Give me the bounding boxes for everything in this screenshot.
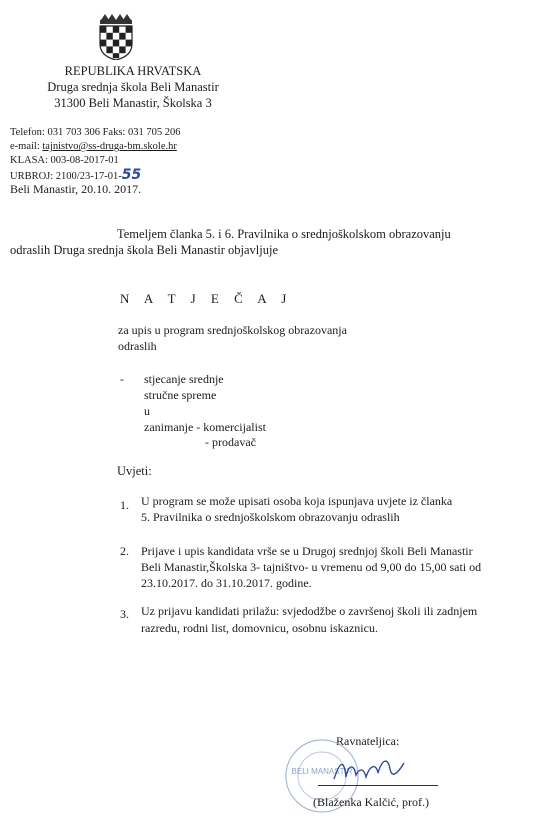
signature-line: [318, 785, 438, 786]
urbroj: [10, 167, 141, 183]
occupation-commercialist: zanimanje - komercijalist: [144, 420, 266, 434]
condition-1-line-1: U program se može upisati osoba koja ispunjava uvjete iz članka: [141, 494, 453, 508]
notice-title: N A T J E Č A J: [120, 291, 293, 306]
klasa: KLASA: 003-08-2017-01: [10, 155, 119, 166]
urbroj-prefix: URBROJ: 2100/23-17-01-: [10, 171, 122, 182]
intro-line-1: Temeljem članka 5. i 6. Pravilnika o srednjoškolskom obrazovanju: [117, 227, 451, 241]
program-line-3: u: [144, 404, 150, 418]
program-dash: -: [120, 372, 124, 386]
conditions-heading: Uvjeti:: [117, 464, 152, 478]
handwritten-signature: [330, 755, 410, 785]
school-address: 31300 Beli Manastir, Školska 3: [54, 96, 212, 110]
notice-subtitle-2: odraslih: [118, 339, 157, 353]
intro-line-2: odraslih Druga srednja škola Beli Manastir objavljuje: [10, 243, 278, 257]
signature-role: Ravnateljica:: [336, 734, 400, 748]
place-date: Beli Manastir, 20.10. 2017.: [10, 182, 142, 196]
email-link[interactable]: tajnistvo@ss-druga-bm.skole.hr: [42, 141, 177, 152]
condition-2-line-1: Prijave i upis kandidata vrše se u Drugoj srednjoj školi Beli Manastir: [141, 544, 473, 558]
condition-3-number: 3.: [120, 607, 129, 621]
occupation-salesperson: - prodavač: [205, 435, 256, 449]
condition-3-line-1: Uz prijavu kandidati prilažu: svjedodžbe o završenoj školi ili zadnjem: [141, 604, 478, 618]
program-line-2: stručne spreme: [144, 388, 217, 402]
country-name: REPUBLIKA HRVATSKA: [64, 64, 202, 78]
phone-fax: Telefon: 031 703 306 Faks: 031 705 206: [10, 127, 181, 138]
condition-1-line-2: 5. Pravilnika o srednjoškolskom obrazovanju odraslih: [141, 510, 400, 524]
condition-2-number: 2.: [120, 544, 129, 558]
stamp-text: BELI MANASTIR: [291, 767, 353, 776]
signatory-name: (Blaženka Kalčić, prof.): [313, 795, 429, 809]
coat-of-arms-icon: [99, 14, 133, 60]
email-label: e-mail:: [10, 141, 40, 152]
urbroj-number: 55: [121, 167, 142, 183]
email-line: [10, 141, 177, 152]
condition-3-line-2: razredu, rodni list, domovnicu, osobnu iskaznicu.: [141, 621, 378, 635]
notice-subtitle-1: za upis u program srednjoškolskog obrazovanja: [118, 323, 347, 337]
program-line-1: stjecanje srednje: [144, 372, 224, 386]
condition-1-number: 1.: [120, 498, 129, 512]
condition-2-line-2: Beli Manastir,Školska 3- tajništvo- u vremenu od 9,00 do 15,00 sati od: [141, 560, 482, 574]
condition-2-line-3: 23.10.2017. do 31.10.2017. godine.: [141, 576, 312, 590]
school-name: Druga srednja škola Beli Manastir: [47, 80, 219, 94]
